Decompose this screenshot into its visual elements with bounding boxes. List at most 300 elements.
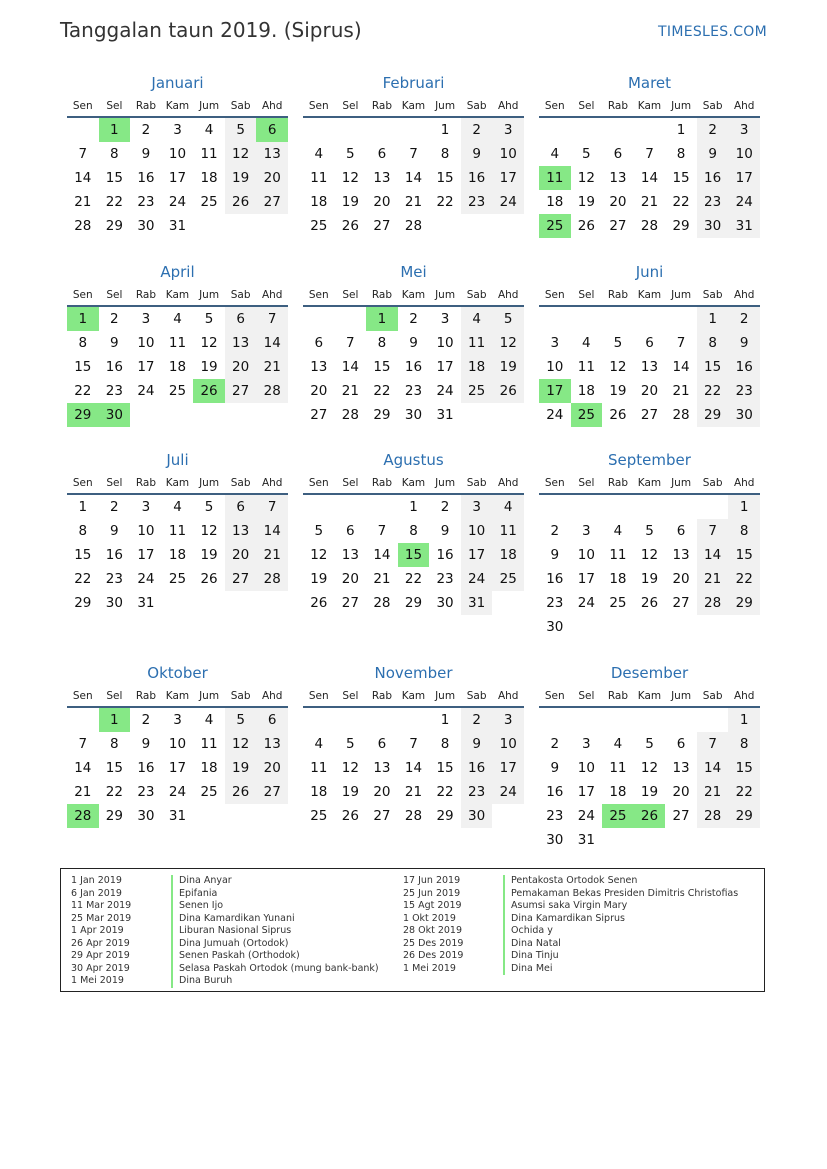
holiday-day-cell: 29: [67, 403, 99, 427]
day-cell: 13: [225, 331, 257, 355]
holiday-name: Senen Paskah (Orthodok): [171, 950, 300, 963]
day-cell: 1: [728, 708, 760, 732]
day-cell: 5: [225, 118, 257, 142]
day-cell: 30: [404, 407, 423, 423]
weekday-label: Kam: [401, 477, 426, 489]
day-cell: 5: [613, 335, 623, 351]
day-cell: 27: [256, 190, 288, 214]
holiday-date: 26 Des 2019: [403, 950, 464, 961]
empty-cell: [697, 495, 729, 519]
day-cell: 5: [204, 311, 214, 327]
day-cell: 4: [173, 499, 182, 515]
day-cell: 23: [137, 784, 155, 800]
weekday-label: Sab: [230, 690, 251, 702]
empty-cell: [335, 708, 367, 732]
weekday-label: Sen: [72, 100, 93, 112]
day-cell: 2: [461, 708, 493, 732]
day-cell: 1: [78, 499, 88, 515]
day-cell: 24: [728, 190, 760, 214]
weekday-label: Rab: [371, 690, 392, 702]
weekday-label: Ahd: [261, 100, 283, 112]
day-cell: 28: [341, 407, 359, 423]
weekday-label: Kam: [165, 690, 190, 702]
day-cell: 6: [225, 307, 257, 331]
day-cell: 31: [168, 218, 187, 234]
day-cell: 1: [409, 499, 418, 515]
day-cell: 10: [492, 732, 524, 756]
day-cell: 9: [440, 523, 450, 539]
day-cell: 14: [341, 359, 359, 375]
day-cell: 14: [74, 170, 92, 186]
weekday-label: Sab: [230, 100, 251, 112]
day-cell: 11: [200, 146, 218, 162]
weekday-label: Ahd: [733, 690, 755, 702]
month-april: [67, 259, 288, 427]
weekday-label: Sel: [578, 289, 595, 301]
day-cell: 12: [341, 760, 359, 776]
day-grid: [67, 495, 288, 615]
day-cell: 28: [256, 379, 288, 403]
day-cell: 22: [74, 383, 92, 399]
day-cell: 19: [640, 784, 659, 800]
day-cell: 12: [341, 170, 359, 186]
day-cell: 22: [105, 784, 123, 800]
month-name: September: [608, 451, 691, 469]
weekday-label: Kam: [165, 100, 190, 112]
day-cell: 25: [461, 379, 493, 403]
day-cell: 10: [436, 335, 454, 351]
empty-cell: [634, 495, 666, 519]
day-cell: 13: [672, 760, 690, 776]
month-januari: [67, 70, 288, 238]
holiday-date: 30 Apr 2019: [71, 962, 130, 974]
day-cell: 12: [225, 142, 257, 166]
weekday-label: Rab: [135, 289, 156, 301]
month-juni: [539, 259, 760, 427]
holiday-day-cell: 15: [398, 543, 430, 567]
weekday-label: Ahd: [497, 289, 519, 301]
weekday-label: Jum: [199, 100, 220, 112]
day-cell: 20: [256, 756, 288, 780]
day-cell: 21: [404, 784, 423, 800]
day-cell: 7: [78, 736, 88, 752]
weekday-label: Ahd: [261, 690, 283, 702]
weekday-label: Kam: [401, 289, 426, 301]
weekday-label: Rab: [371, 289, 392, 301]
weekday-label: Ahd: [733, 100, 755, 112]
day-cell: 3: [492, 118, 524, 142]
day-cell: 28: [256, 567, 288, 591]
empty-cell: [303, 495, 335, 519]
day-cell: 25: [310, 218, 328, 234]
day-cell: 24: [546, 407, 564, 423]
holiday-day-cell: 17: [539, 379, 571, 403]
day-grid: [539, 495, 760, 639]
day-cell: 15: [436, 760, 454, 776]
empty-cell: [602, 307, 634, 331]
weekday-label: Jum: [671, 477, 692, 489]
weekday-label: Rab: [607, 477, 628, 489]
weekday-label: Jum: [199, 289, 220, 301]
day-cell: 26: [225, 780, 257, 804]
day-cell: 28: [373, 595, 391, 611]
day-cell: 27: [225, 567, 257, 591]
day-cell: 13: [373, 760, 391, 776]
empty-cell: [335, 495, 367, 519]
empty-cell: [303, 118, 335, 142]
day-cell: 21: [697, 567, 729, 591]
day-cell: 29: [436, 808, 454, 824]
day-cell: 21: [256, 543, 288, 567]
day-cell: 5: [582, 146, 591, 162]
day-cell: 25: [168, 383, 187, 399]
day-cell: 16: [461, 166, 493, 190]
holiday-name: Asumsi saka Virgin Mary: [503, 900, 627, 913]
day-cell: 20: [225, 355, 257, 379]
weekday-label: Ahd: [261, 477, 283, 489]
empty-cell: [539, 307, 571, 331]
day-cell: 24: [492, 190, 524, 214]
day-cell: 3: [173, 122, 182, 138]
day-cell: 14: [256, 331, 288, 355]
day-cell: 9: [409, 335, 418, 351]
day-cell: 15: [105, 760, 123, 776]
empty-cell: [67, 708, 99, 732]
day-cell: 3: [440, 311, 450, 327]
day-cell: 2: [110, 311, 119, 327]
day-cell: 9: [110, 335, 119, 351]
weekday-label: Sab: [466, 477, 487, 489]
weekday-label: Sab: [466, 289, 487, 301]
holiday-day-cell: 25: [539, 214, 571, 238]
day-cell: 24: [168, 784, 187, 800]
month-mei: [303, 259, 524, 427]
day-cell: 16: [697, 166, 729, 190]
day-cell: 25: [492, 567, 524, 591]
day-cell: 29: [105, 808, 123, 824]
day-cell: 21: [341, 383, 359, 399]
day-cell: 2: [550, 736, 560, 752]
day-cell: 30: [436, 595, 454, 611]
day-cell: 15: [728, 756, 760, 780]
empty-cell: [366, 118, 398, 142]
day-cell: 11: [609, 760, 627, 776]
empty-cell: [366, 495, 398, 519]
weekday-label: Ahd: [497, 100, 519, 112]
day-cell: 14: [672, 359, 690, 375]
day-cell: 2: [141, 122, 151, 138]
day-cell: 8: [440, 736, 450, 752]
day-cell: 8: [728, 519, 760, 543]
day-cell: 30: [137, 218, 155, 234]
day-cell: 13: [225, 519, 257, 543]
weekday-label: Sen: [308, 100, 329, 112]
day-cell: 7: [409, 146, 418, 162]
month-februari: [303, 70, 524, 238]
holiday-name: Dina Buruh: [171, 975, 232, 988]
day-cell: 6: [225, 495, 257, 519]
page-title: Tanggalan taun 2019. (Siprus): [60, 18, 362, 42]
day-cell: 27: [609, 218, 627, 234]
empty-cell: [398, 118, 430, 142]
holiday-date: 6 Jan 2019: [71, 887, 122, 899]
day-cell: 23: [105, 571, 123, 587]
holiday-day-cell: 1: [99, 708, 131, 732]
weekday-label: Sel: [578, 477, 595, 489]
day-cell: 31: [436, 407, 454, 423]
day-cell: 1: [728, 495, 760, 519]
day-cell: 7: [409, 736, 418, 752]
day-cell: 29: [672, 218, 690, 234]
day-cell: 16: [546, 784, 564, 800]
day-cell: 4: [461, 307, 493, 331]
day-cell: 21: [74, 194, 92, 210]
weekday-label: Sen: [544, 100, 565, 112]
day-cell: 8: [440, 146, 450, 162]
day-cell: 23: [697, 190, 729, 214]
empty-cell: [571, 118, 603, 142]
holiday-name: Pentakosta Ortodok Senen: [503, 875, 637, 888]
day-cell: 8: [110, 736, 119, 752]
day-cell: 11: [461, 331, 493, 355]
weekday-header: [67, 473, 288, 495]
holiday-name: Dina Kamardikan Siprus: [503, 913, 625, 926]
day-cell: 29: [728, 804, 760, 828]
day-cell: 7: [78, 146, 88, 162]
day-cell: 26: [609, 407, 627, 423]
day-cell: 10: [461, 519, 493, 543]
day-cell: 11: [310, 760, 328, 776]
day-cell: 1: [440, 712, 450, 728]
empty-cell: [539, 495, 571, 519]
day-cell: 16: [137, 760, 155, 776]
day-cell: 12: [225, 732, 257, 756]
day-cell: 11: [168, 523, 187, 539]
weekday-label: Kam: [165, 477, 190, 489]
day-cell: 5: [645, 523, 654, 539]
day-cell: 7: [377, 523, 387, 539]
empty-cell: [602, 118, 634, 142]
day-cell: 23: [461, 780, 493, 804]
day-cell: 12: [640, 547, 659, 563]
day-cell: 22: [728, 567, 760, 591]
day-cell: 5: [225, 708, 257, 732]
day-cell: 13: [373, 170, 391, 186]
weekday-label: Sel: [342, 690, 359, 702]
weekday-label: Sel: [342, 477, 359, 489]
day-cell: 12: [577, 170, 595, 186]
day-cell: 9: [461, 732, 493, 756]
day-cell: 27: [672, 595, 690, 611]
month-september: [539, 447, 760, 639]
weekday-label: Sab: [702, 100, 723, 112]
weekday-label: Sen: [308, 690, 329, 702]
day-cell: 23: [137, 194, 155, 210]
day-cell: 9: [550, 760, 560, 776]
holiday-day-cell: 1: [99, 118, 131, 142]
holiday-name: Dina Natal: [503, 938, 561, 951]
day-cell: 28: [404, 808, 423, 824]
weekday-label: Jum: [671, 289, 692, 301]
day-cell: 16: [546, 571, 564, 587]
day-cell: 29: [105, 218, 123, 234]
day-cell: 4: [314, 146, 324, 162]
empty-cell: [303, 708, 335, 732]
empty-cell: [303, 307, 335, 331]
month-name: Agustus: [383, 451, 444, 469]
weekday-label: Sen: [544, 477, 565, 489]
day-cell: 9: [728, 331, 760, 355]
day-cell: 15: [728, 543, 760, 567]
day-cell: 11: [577, 359, 595, 375]
holiday-name: Dina Mei: [503, 963, 553, 976]
empty-cell: [665, 708, 697, 732]
weekday-label: Sen: [544, 690, 565, 702]
holiday-date: 28 Okt 2019: [403, 925, 463, 936]
holiday-name: Selasa Paskah Ortodok (mung bank-bank): [171, 963, 379, 976]
day-cell: 15: [436, 170, 454, 186]
empty-cell: [634, 118, 666, 142]
day-cell: 31: [728, 214, 760, 238]
day-cell: 2: [728, 307, 760, 331]
day-cell: 25: [310, 808, 328, 824]
day-cell: 31: [137, 595, 155, 611]
weekday-label: Ahd: [733, 477, 755, 489]
day-cell: 11: [492, 519, 524, 543]
month-name: April: [160, 263, 195, 281]
day-grid: [303, 708, 524, 828]
day-cell: 15: [697, 355, 729, 379]
weekday-label: Sen: [308, 477, 329, 489]
month-name: Mei: [400, 263, 427, 281]
day-cell: 19: [225, 166, 257, 190]
empty-cell: [539, 118, 571, 142]
day-cell: 14: [404, 760, 423, 776]
weekday-label: Rab: [135, 100, 156, 112]
day-cell: 4: [314, 736, 324, 752]
day-cell: 4: [204, 122, 214, 138]
day-cell: 21: [640, 194, 659, 210]
holiday-day-cell: 26: [634, 804, 666, 828]
day-cell: 29: [697, 403, 729, 427]
day-cell: 15: [74, 547, 92, 563]
day-cell: 10: [168, 736, 187, 752]
day-cell: 15: [373, 359, 391, 375]
day-cell: 24: [168, 194, 187, 210]
month-agustus: [303, 447, 524, 615]
day-cell: 1: [697, 307, 729, 331]
day-cell: 6: [377, 736, 387, 752]
brand-link[interactable]: TIMESLES.COM: [658, 24, 767, 40]
weekday-label: Rab: [607, 289, 628, 301]
weekday-label: Ahd: [733, 289, 755, 301]
day-cell: 30: [546, 832, 564, 848]
day-cell: 3: [461, 495, 493, 519]
day-cell: 2: [409, 311, 418, 327]
day-cell: 3: [141, 499, 151, 515]
holiday-name: Liburan Nasional Siprus: [171, 925, 291, 938]
weekday-label: Jum: [199, 690, 220, 702]
day-cell: 17: [492, 756, 524, 780]
day-cell: 10: [728, 142, 760, 166]
holiday-day-cell: 6: [256, 118, 288, 142]
day-cell: 8: [377, 335, 387, 351]
day-cell: 18: [609, 571, 627, 587]
day-cell: 22: [74, 571, 92, 587]
day-cell: 18: [461, 355, 493, 379]
weekday-label: Sen: [72, 690, 93, 702]
day-cell: 19: [341, 194, 359, 210]
day-cell: 8: [697, 331, 729, 355]
day-cell: 30: [546, 619, 564, 635]
weekday-label: Kam: [401, 690, 426, 702]
day-cell: 6: [613, 146, 623, 162]
day-cell: 28: [672, 407, 690, 423]
weekday-header: [303, 96, 524, 118]
day-cell: 8: [676, 146, 686, 162]
holiday-date: 25 Jun 2019: [403, 887, 461, 899]
day-cell: 11: [609, 547, 627, 563]
day-cell: 24: [436, 383, 454, 399]
day-cell: 21: [672, 383, 690, 399]
day-cell: 4: [550, 146, 560, 162]
weekday-label: Sel: [106, 477, 123, 489]
day-cell: 15: [74, 359, 92, 375]
day-cell: 22: [373, 383, 391, 399]
day-cell: 1: [676, 122, 686, 138]
day-cell: 21: [74, 784, 92, 800]
empty-cell: [602, 708, 634, 732]
day-cell: 7: [256, 307, 288, 331]
day-cell: 12: [492, 331, 524, 355]
empty-cell: [665, 307, 697, 331]
month-name: Februari: [382, 74, 445, 92]
day-cell: 30: [728, 403, 760, 427]
day-cell: 4: [204, 712, 214, 728]
day-cell: 9: [141, 736, 151, 752]
day-cell: 22: [404, 571, 423, 587]
day-cell: 9: [110, 523, 119, 539]
day-cell: 16: [105, 359, 123, 375]
day-cell: 19: [200, 547, 218, 563]
weekday-label: Jum: [435, 477, 456, 489]
day-cell: 9: [550, 547, 560, 563]
holiday-day-cell: 1: [366, 307, 398, 331]
month-november: [303, 660, 524, 828]
day-cell: 10: [577, 547, 595, 563]
holiday-date: 11 Mar 2019: [71, 900, 132, 911]
weekday-header: [539, 473, 760, 495]
day-cell: 21: [697, 780, 729, 804]
holiday-name: Dina Jumuah (Ortodok): [171, 938, 288, 951]
day-cell: 28: [74, 218, 92, 234]
weekday-label: Kam: [401, 100, 426, 112]
month-desember: [539, 660, 760, 852]
weekday-label: Rab: [135, 477, 156, 489]
day-cell: 18: [168, 547, 187, 563]
empty-cell: [67, 118, 99, 142]
day-cell: 16: [137, 170, 155, 186]
day-cell: 17: [492, 166, 524, 190]
weekday-label: Sen: [72, 289, 93, 301]
day-cell: 5: [346, 146, 355, 162]
day-cell: 14: [404, 170, 423, 186]
holiday-date: 17 Jun 2019: [403, 875, 461, 886]
holiday-date: 15 Agt 2019: [403, 900, 462, 911]
day-cell: 23: [436, 571, 454, 587]
day-cell: 19: [200, 359, 218, 375]
day-cell: 2: [440, 499, 450, 515]
